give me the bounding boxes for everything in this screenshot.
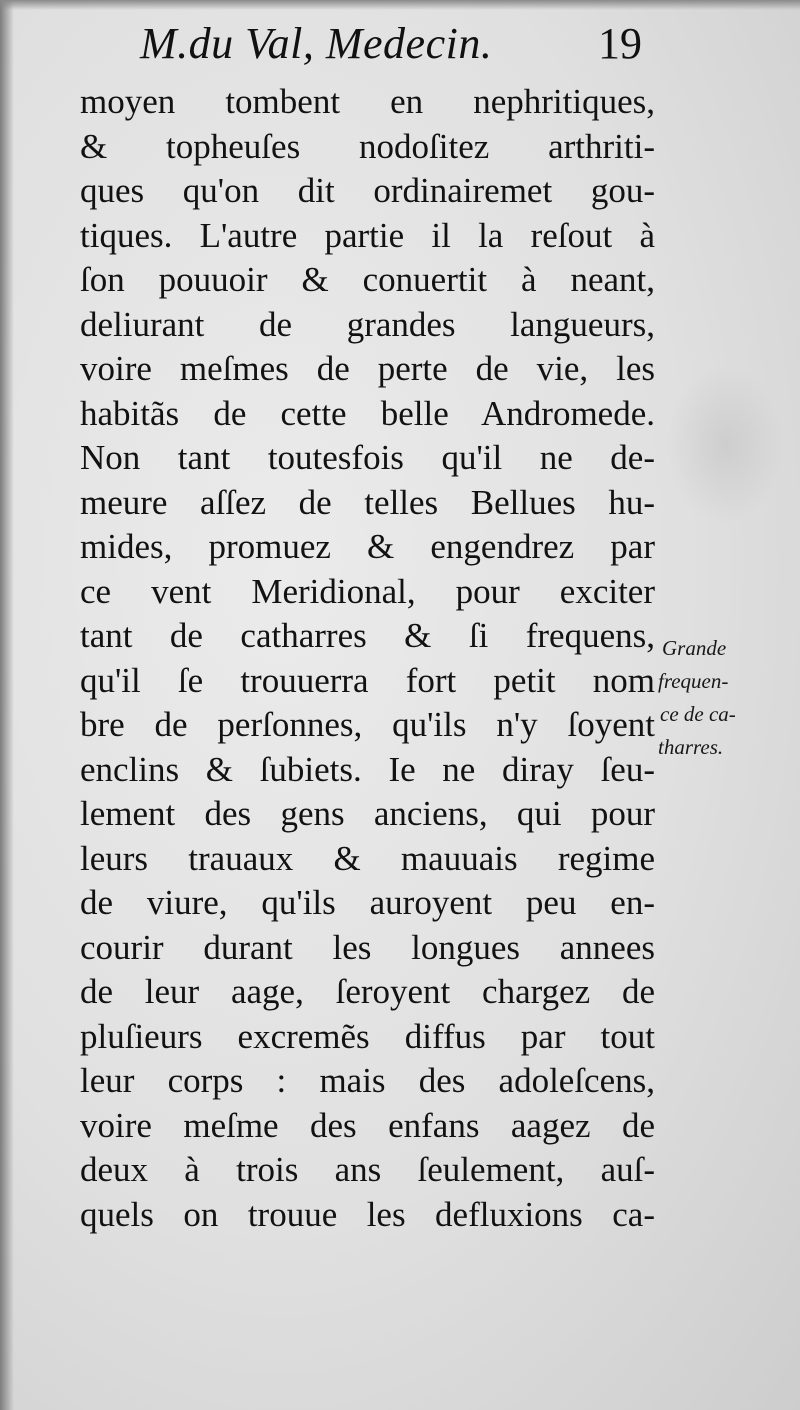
- text-line: lement des gens anciens, qui pour: [80, 794, 655, 833]
- text-line: de leur aage, ſeroyent chargez de: [80, 972, 655, 1011]
- text-line: meure aſſez de telles Bellues hu-: [80, 482, 655, 522]
- text-line: quels on trouue les defluxions ca-: [80, 1194, 655, 1234]
- page-header: [140, 8, 660, 78]
- running-head: M.du Val, Medecin.: [140, 19, 493, 68]
- text-line: deliurant de grandes langueurs,: [80, 304, 655, 344]
- text-line: ce vent Meridional, pour exciter: [80, 571, 655, 611]
- text-line: qu'il ſe trouuerra fort petit nom: [80, 660, 655, 700]
- text-line: tant de catharres & ſi frequens,: [80, 616, 655, 655]
- text-line: leur corps : mais des adoleſcens,: [80, 1061, 655, 1100]
- marginal-note-line: tharres.: [658, 735, 724, 759]
- text-line: courir durant les longues annees: [80, 927, 655, 967]
- marginal-note: [658, 632, 793, 764]
- text-line: voire meſme des enfans aagez de: [80, 1105, 655, 1145]
- text-line: ſon pouuoir & conuertit à neant,: [80, 260, 655, 299]
- text-line: de viure, qu'ils auroyent peu en-: [80, 883, 655, 922]
- marginal-note-line: Grande: [662, 636, 727, 660]
- text-line: tiques. L'autre partie il la reſout à: [80, 215, 655, 255]
- text-line: Non tant toutesfois qu'il ne de-: [80, 438, 655, 477]
- text-line: voire meſmes de perte de vie, les: [80, 349, 655, 388]
- bleed-through-stain: [665, 365, 785, 525]
- text-line: moyen tombent en nephritiques,: [80, 82, 655, 121]
- text-line: habitãs de cette belle Andromede.: [80, 393, 655, 433]
- text-line: pluſieurs excremẽs diffus par tout: [80, 1016, 655, 1056]
- page-number: 19: [598, 19, 642, 68]
- text-line: mides, promuez & engendrez par: [80, 527, 655, 566]
- page-shadow-left: [0, 0, 14, 1410]
- text-line: deux à trois ans ſeulement, auſ-: [80, 1150, 655, 1189]
- text-line: bre de perſonnes, qu'ils n'y ſoyent: [80, 705, 655, 744]
- marginal-note-line: frequen-: [658, 669, 729, 693]
- text-line: enclins & ſubiets. Ie ne diray ſeu-: [80, 749, 655, 789]
- text-line: leurs trauaux & mauuais regime: [80, 838, 655, 878]
- text-line: ques qu'on dit ordinairemet gou-: [80, 171, 655, 210]
- text-line: & topheuſes nodoſitez arthriti-: [80, 126, 655, 166]
- marginal-note-line: ce de ca-: [660, 702, 736, 726]
- body-text: [80, 80, 655, 1237]
